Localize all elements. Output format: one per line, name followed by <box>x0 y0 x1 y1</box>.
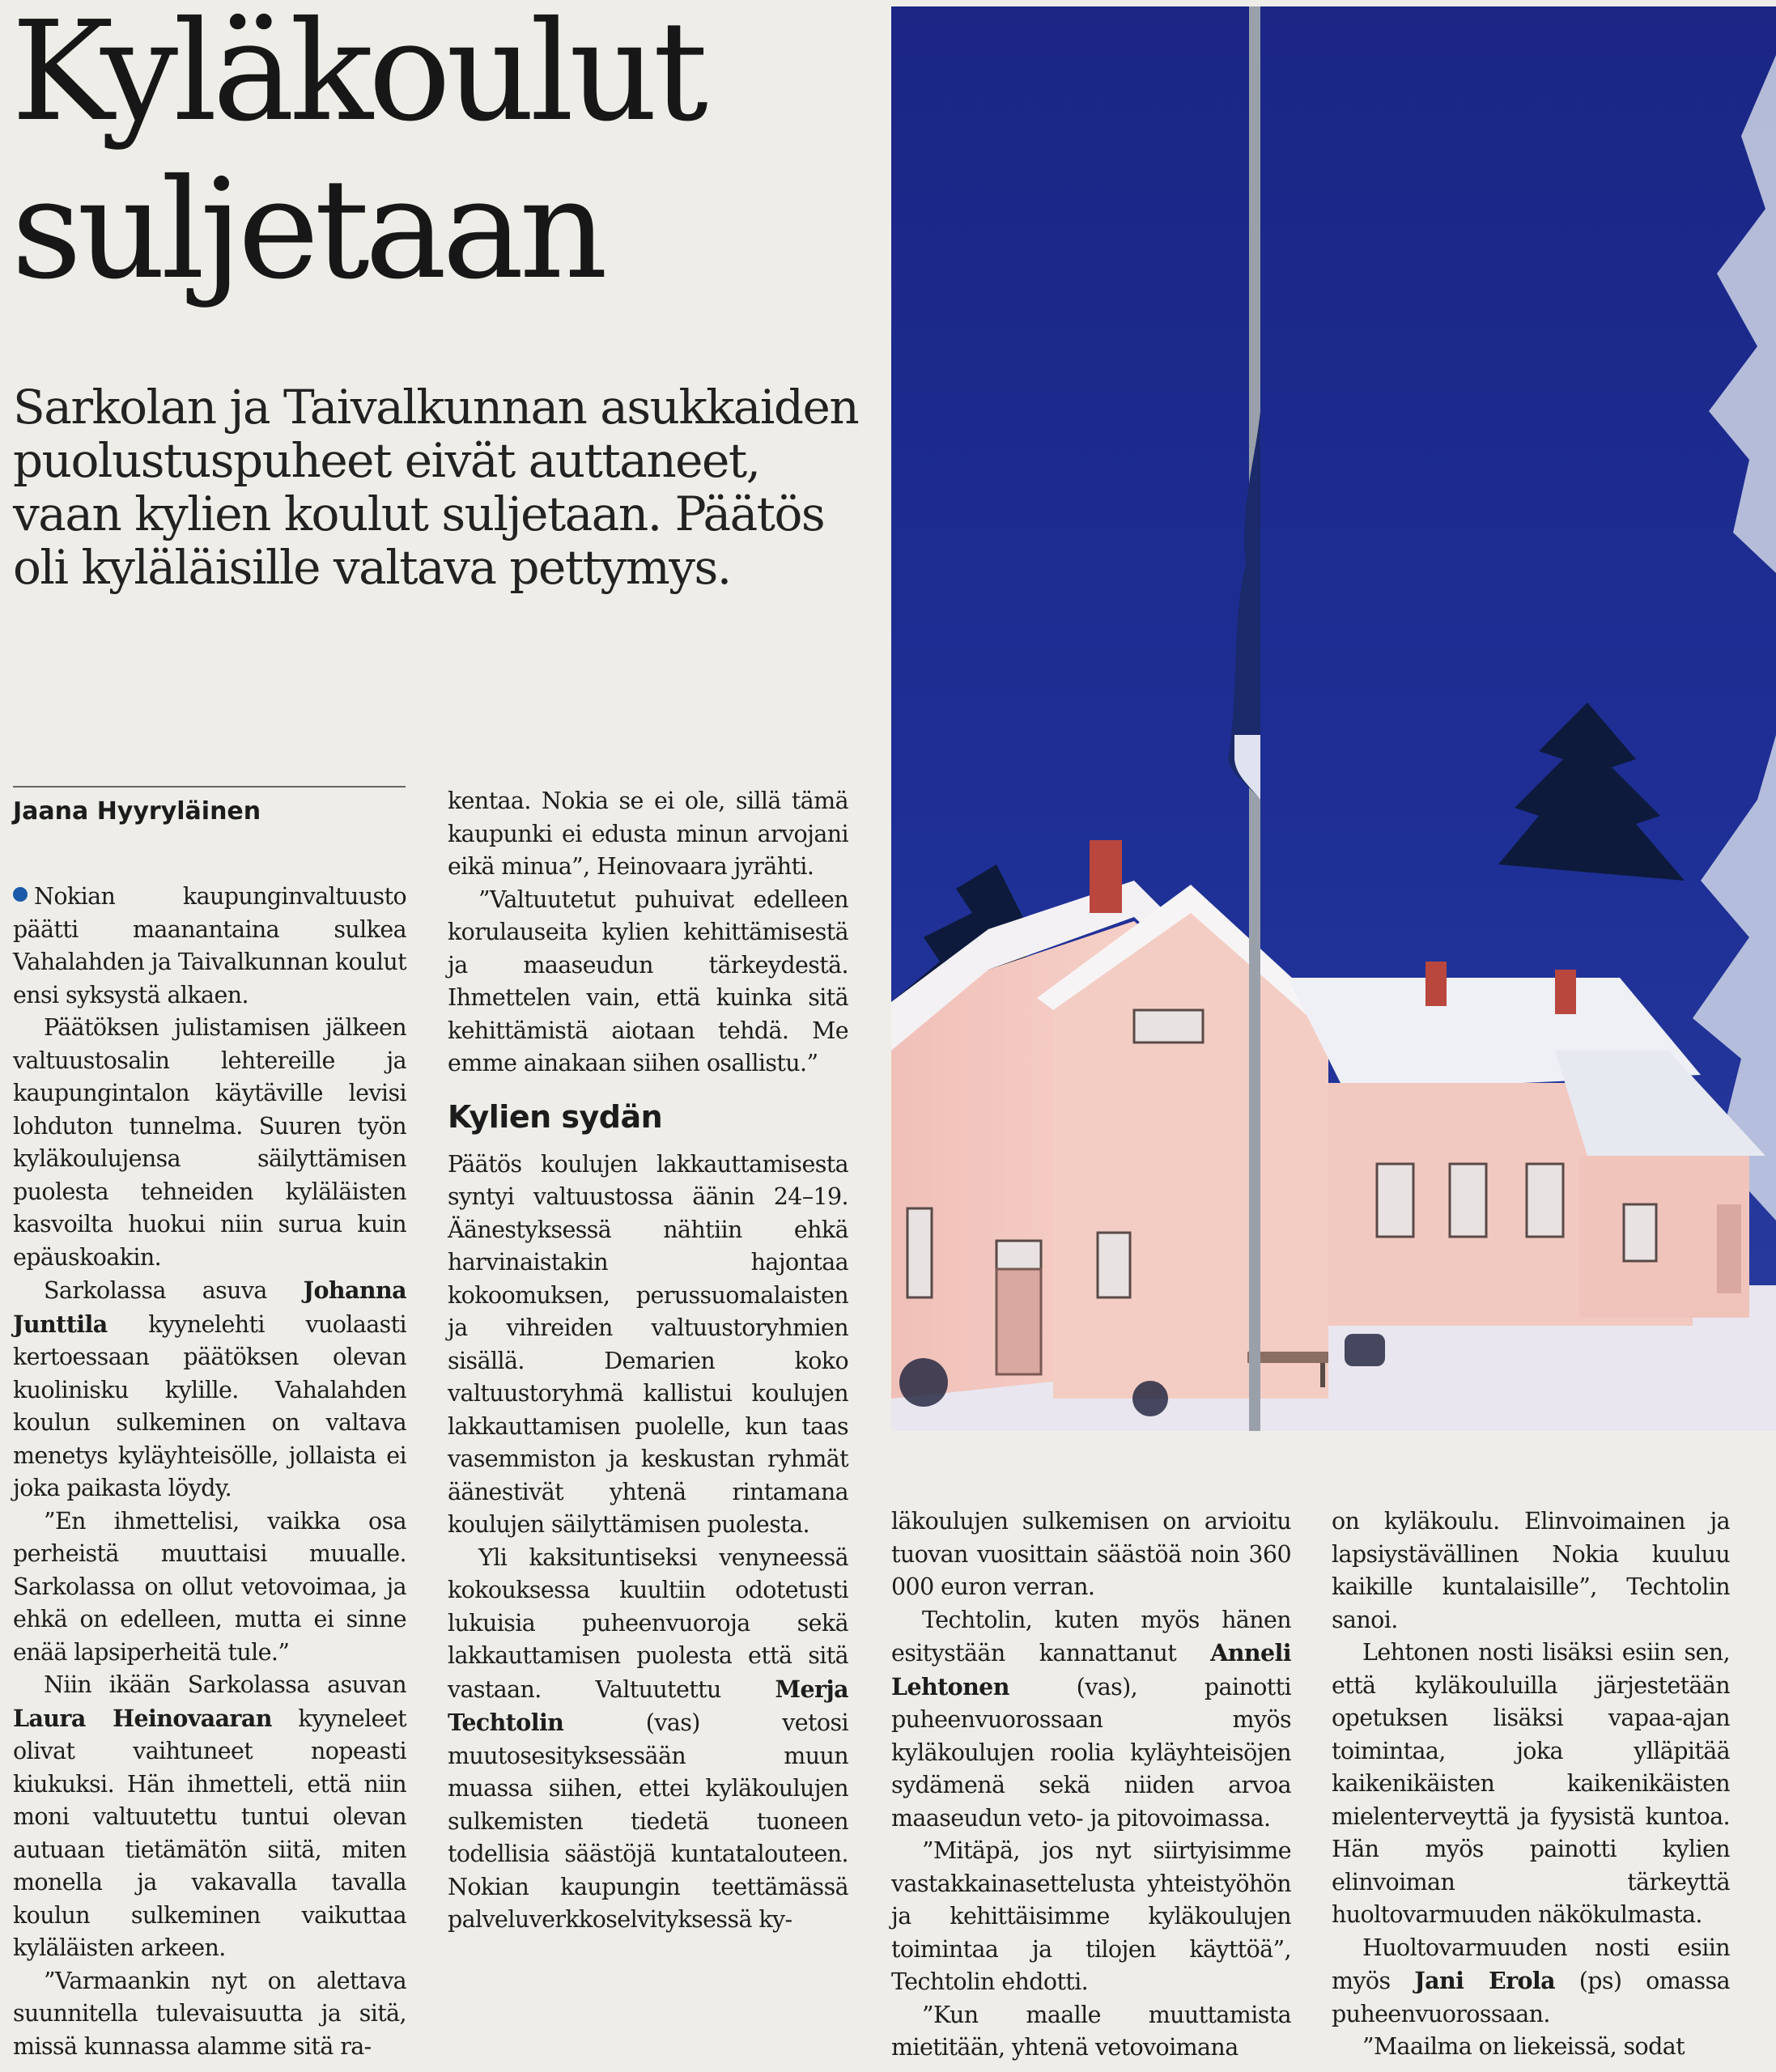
paragraph: Lehtonen nosti lisäksi esiin sen, että kyläkouluilla järjestetään opetuksen lisäksi vapaa-ajan toimintaa, joka ylläpitää kaikenikäisten kaikenikäisten mielenterveyttä ja fyysistä kuntoa. Hän myös painotti kylien elinvoiman tärkeyttä huoltovarmuuden näkökulmasta. <box>1332 1639 1730 1928</box>
person-name: Jani Erola <box>1414 1967 1555 1994</box>
subheading: Kylien sydän <box>448 1098 663 1135</box>
paragraph: ”En ihmettelisi, vaikka osa perheistä muuttaisi muualle. Sarkolassa on ollut vetovoimaa, ja ehkä on edelleen, mutta ei sinne enää lapsiperheitä tule.” <box>13 1507 406 1666</box>
paragraph: Techtolin, kuten myös hänen esitystään kannattanut Anneli Lehtonen (vas), painotti puheenvuorossaan myös kyläkoulujen roolia kyläyhteisöjen sydämenä sekä niiden arvoa maaseudun veto- ja pitovoimassa. <box>891 1606 1291 1832</box>
person-name: Laura Heinovaaran <box>13 1704 272 1732</box>
paragraph: Niin ikään Sarkolassa asuvan Laura Heinovaaran kyyneleet olivat vaihtuneet nopeasti kiukuksi. Hän ihmetteli, että niin moni valtuutettu tuntui olevan autuaan tietämätön siitä, miten monella ja vakavalla tavalla koulun sulkeminen vaikuttaa kyläläisten arkeen. <box>13 1671 406 1961</box>
byline-rule <box>13 786 406 788</box>
article-column-3 <box>891 1505 1291 2065</box>
paragraph: ”Valtuutetut puhuivat edelleen korulauseita kylien kehittämisestä ja maaseudun tärkeydestä. Ihmettelen vain, että kuinka sitä kehittämistä aiotaan tehdä. Me emme ainakaan siihen osallistu.” <box>448 885 848 1076</box>
paragraph: ”Varmaankin nyt on alettava suunnitella tulevaisuutta ja sitä, missä kunnassa alamme sitä ra- <box>13 1967 406 2060</box>
person-name: Merja Techtolin <box>448 1675 848 1736</box>
person-name: Anneli Lehtonen <box>891 1639 1291 1700</box>
photo-illustration <box>891 6 1776 1431</box>
paragraph: läkoulujen sulkemisen on arvioitu tuovan vuosittain säästöä noin 360 000 euron verran. <box>891 1508 1291 1600</box>
paragraph: ”Kun maalle muuttamista mietitään, yhtenä vetovoimana <box>891 2001 1291 2061</box>
paragraph: Yli kaksituntiseksi venyneessä kokouksessa kuultiin odotetusti lukuisia puheenvuoroja sekä lakkauttamisen puolesta että sitä vastaan. Valtuutettu Merja Techtolin (vas) vetosi muutosesityksessään muun muassa siihen, ettei kyläkoulujen sulkemisten tiedetä tuoneen todellisia säästöjä kuntatalouteen. Nokian kaupungin teettämässä palveluverkkoselvityksessä ky- <box>448 1543 848 1933</box>
paragraph: Päätöksen julistamisen jälkeen valtuustosalin lehtereille ja kaupungintalon käytäville levisi lohduton tunnelma. Suuren työn kyläkoulujensa säilyttämisen puolesta tehneiden kyläläisten kasvoilta huokui niin surua kuin epäuskoakin. <box>13 1014 406 1271</box>
article-column-2 <box>448 785 848 1937</box>
headline: Kyläkoulut suljetaan <box>11 0 703 310</box>
paragraph: ”Mitäpä, jos nyt siirtyisimme vastakkainasettelusta yhteistyöhön ja kehittäisimme kyläkoulujen toimintaa ja tilojen käyttöä”, Techtolin ehdotti. <box>891 1837 1291 1995</box>
article-column-4 <box>1332 1505 1730 2064</box>
paragraph: Sarkolassa asuva Johanna Junttila kyynelehti vuolaasti kertoessaan päätöksen olevan kuolinisku kylille. Vahalahden koulun sulkeminen on valtava menetys kyläyhteisölle, jollaista ei joka paikasta löydy. <box>13 1276 406 1501</box>
paragraph: on kyläkoulu. Elinvoimainen ja lapsiystävällinen Nokia kuuluu kaikille kuntalaisille”, Techtolin sanoi. <box>1332 1508 1730 1633</box>
person-name: Johanna Junttila <box>13 1276 406 1338</box>
ingress: Sarkolan ja Taivalkunnan asukkaiden puolustuspuheet eivät auttaneet, vaan kylien koulut suljetaan. Päätös oli kyläläisille valtava pettymys. <box>13 380 859 595</box>
paragraph: kentaa. Nokia se ei ole, sillä tämä kaupunki ei edusta minun arvojani eikä minua”, Heinovaara jyrähti. <box>448 788 848 880</box>
byline: Jaana Hyyryläinen <box>13 797 261 826</box>
school-building-photo <box>891 6 1776 1431</box>
paragraph: Huoltovarmuuden nosti esiin myös Jani Erola (ps) omassa puheenvuorossaan. <box>1332 1934 1730 2027</box>
paragraph: Nokian kaupunginvaltuusto päätti maanantaina sulkea Vahalahden ja Taivalkunnan koulut ensi syksystä alkaen. <box>13 883 406 1008</box>
paragraph: ”Maailma on liekeissä, sodat <box>1362 2033 1685 2060</box>
article-column-1 <box>13 881 406 2063</box>
bullet-icon <box>13 887 28 902</box>
paragraph: Päätös koulujen lakkauttamisesta syntyi valtuustossa äänin 24–19. Äänestyksessä nähtiin ehkä harvinaistakin hajontaa kokoomuksen, perussuomalaisten ja vihreiden valtuustoryhmien sisällä. Demarien koko valtuustoryhmä kallistui koulujen lakkauttamisen puolelle, kun taas vasemmiston ja keskustan ryhmät äänestivät yhtenä rintamana koulujen säilyttämisen puolesta. <box>448 1150 848 1538</box>
